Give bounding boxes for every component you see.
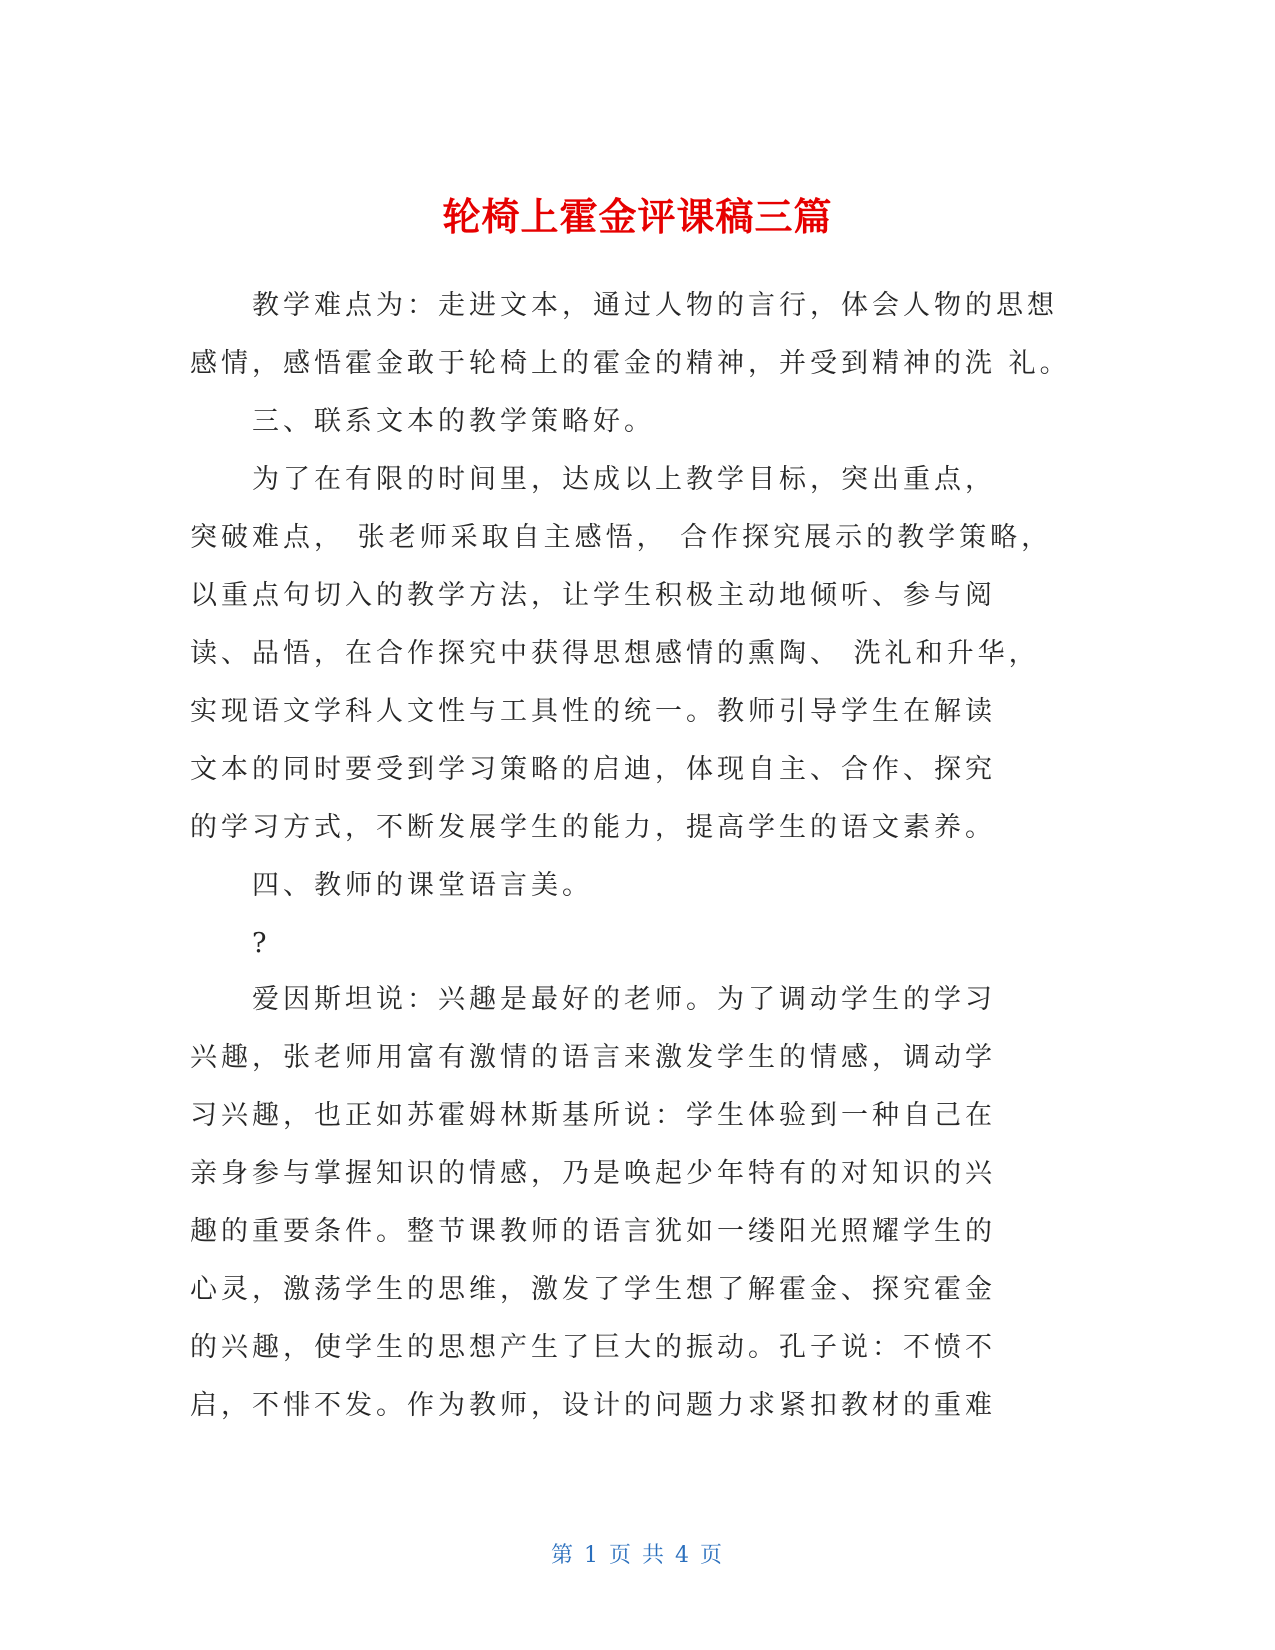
paragraph-line: 爱因斯坦说：兴趣是最好的老师。为了调动学生的学习 <box>252 984 996 1015</box>
page-number: 第 1 页 共 4 页 <box>551 1543 724 1568</box>
paragraph-line: 文本的同时要受到学习策略的启迪，体现自主、合作、探究 <box>190 754 996 785</box>
paragraph-line: 亲身参与掌握知识的情感，乃是唤起少年特有的对知识的兴 <box>190 1158 996 1189</box>
paragraph-line: 的学习方式，不断发展学生的能力，提高学生的语文素养。 <box>190 812 996 843</box>
paragraph-line: 为了在有限的时间里，达成以上教学目标，突出重点， <box>252 464 996 495</box>
paragraph-line: 读、品悟，在合作探究中获得思想感情的熏陶、 洗礼和升华， <box>190 638 1040 669</box>
paragraph-line: 感情，感悟霍金敢于轮椅上的霍金的精神，并受到精神的洗 礼。 <box>190 348 1071 379</box>
section-heading: 四、教师的课堂语言美。 <box>252 870 593 901</box>
section-heading: 三、联系文本的教学策略好。 <box>252 406 655 437</box>
paragraph-line: 习兴趣，也正如苏霍姆林斯基所说：学生体验到一种自己在 <box>190 1100 996 1131</box>
paragraph-line: 趣的重要条件。整节课教师的语言犹如一缕阳光照耀学生的 <box>190 1216 996 1247</box>
paragraph-line: 突破难点， 张老师采取自主感悟， 合作探究展示的教学策略， <box>190 522 1053 553</box>
paragraph-line: 心灵，激荡学生的思维，激发了学生想了解霍金、探究霍金 <box>190 1274 996 1305</box>
document-title: 轮椅上霍金评课稿三篇 <box>442 195 833 240</box>
paragraph-line: 的兴趣，使学生的思想产生了巨大的振动。孔子说：不愤不 <box>190 1332 996 1363</box>
paragraph-line: 启，不悱不发。作为教师，设计的问题力求紧扣教材的重难 <box>190 1390 996 1421</box>
paragraph-line: 实现语文学科人文性与工具性的统一。教师引导学生在解读 <box>190 696 996 727</box>
paragraph-line: 教学难点为：走进文本，通过人物的言行，体会人物的思想 <box>252 290 1058 321</box>
paragraph-line: 以重点句切入的教学方法，让学生积极主动地倾听、参与阅 <box>190 580 996 611</box>
paragraph-line: 兴趣，张老师用富有激情的语言来激发学生的情感，调动学 <box>190 1042 996 1073</box>
paragraph-line: ? <box>252 928 271 959</box>
